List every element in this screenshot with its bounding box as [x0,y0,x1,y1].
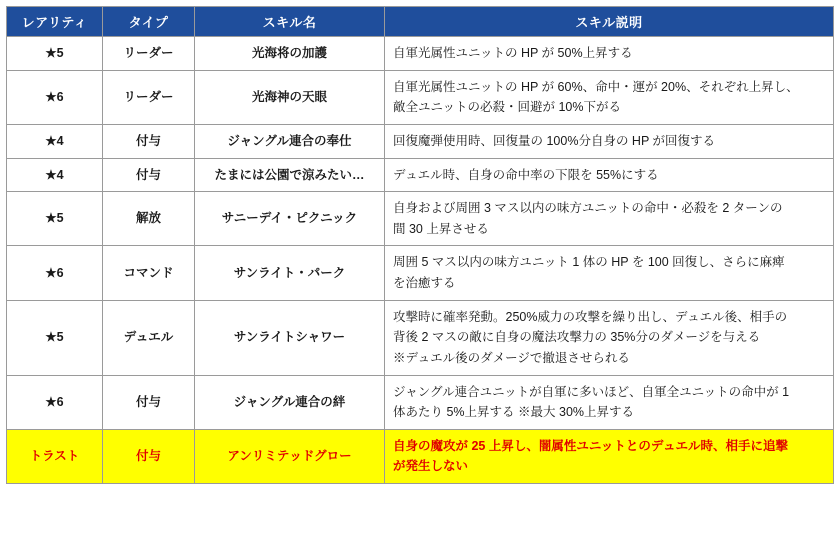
table-row [7,158,834,192]
table-row [7,246,834,300]
cell-type: デュエル [103,300,195,375]
cell-skill-name: サニーデイ・ピクニック [195,192,385,246]
cell-type: 付与 [103,429,195,483]
description-line: 敵全ユニットの必殺・回避が 10%下がる [393,100,621,115]
cell-skill-name: サンライト・パーク [195,246,385,300]
description-line: 攻撃時に確率発動。250%威力の攻撃を繰り出し、デュエル後、相手の [393,309,788,324]
description-line: ※デュエル後のダメージで撤退させられる [393,350,630,365]
cell-skill-description [385,429,834,483]
description-line: 自軍光属性ユニットの HP が 60%、命中・運が 20%、それぞれ上昇し、 [393,79,799,94]
cell-rarity: ★5 [7,192,103,246]
description-line: 自軍光属性ユニットの HP が 50%上昇する [393,46,633,60]
cell-skill-description [385,158,834,192]
column-header-rarity: レアリティ [7,7,103,37]
description-line: 自身の魔攻が 25 上昇し、闇属性ユニットとのデュエル時、相手に追撃 [393,438,788,453]
cell-skill-name: ジャングル連合の絆 [195,375,385,429]
skill-table [6,6,834,484]
cell-rarity: ★6 [7,70,103,124]
description-line: 間 30 上昇させる [393,221,489,236]
cell-type: リーダー [103,70,195,124]
description-line: デュエル時、自身の命中率の下限を 55%にする [393,167,659,182]
cell-type: 付与 [103,158,195,192]
table-row [7,429,834,483]
description-line: を治癒する [393,276,456,290]
cell-skill-description [385,70,834,124]
table-header-row [7,7,834,37]
cell-skill-description [385,300,834,375]
cell-rarity: ★4 [7,124,103,158]
table-row [7,375,834,429]
cell-skill-name: アンリミテッドグロー [195,429,385,483]
cell-type: 付与 [103,124,195,158]
table-row [7,300,834,375]
cell-rarity: ★5 [7,300,103,375]
table-row [7,124,834,158]
cell-skill-description [385,246,834,300]
description-line: 回復魔弾使用時、回復量の 100%分自身の HP が回復する [393,133,716,148]
description-line: 自身および周囲 3 マス以内の味方ユニットの命中・必殺を 2 ターンの [393,201,783,216]
table-row [7,37,834,71]
cell-skill-name: 光海将の加護 [195,37,385,71]
table-row [7,192,834,246]
description-line: 体あたり 5%上昇する ※最大 30%上昇する [393,405,635,420]
description-line: 周囲 5 マス以内の味方ユニット 1 体の HP を 100 回復し、さらに麻痺 [393,255,785,270]
cell-skill-description [385,124,834,158]
cell-skill-name: 光海神の天眼 [195,70,385,124]
cell-rarity: ★4 [7,158,103,192]
cell-type: コマンド [103,246,195,300]
description-line: 背後 2 マスの敵に自身の魔法攻撃力の 35%分のダメージを与える [393,330,761,345]
cell-skill-name: たまには公園で涼みたい… [195,158,385,192]
cell-skill-name: サンライトシャワー [195,300,385,375]
table-row [7,70,834,124]
cell-rarity: ★6 [7,246,103,300]
cell-skill-description [385,37,834,71]
cell-type: 解放 [103,192,195,246]
cell-type: 付与 [103,375,195,429]
cell-skill-description [385,192,834,246]
table-header [7,7,834,37]
cell-skill-name: ジャングル連合の奉仕 [195,124,385,158]
cell-type: リーダー [103,37,195,71]
description-line: ジャングル連合ユニットが自軍に多いほど、自軍全ユニットの命中が 1 [393,384,790,399]
column-header-type: タイプ [103,7,195,37]
column-header-description: スキル説明 [385,7,834,37]
cell-rarity: ★6 [7,375,103,429]
description-line: が発生しない [393,459,469,474]
cell-skill-description [385,375,834,429]
column-header-name: スキル名 [195,7,385,37]
cell-rarity: トラスト [7,429,103,483]
table-body [7,37,834,484]
cell-rarity: ★5 [7,37,103,71]
